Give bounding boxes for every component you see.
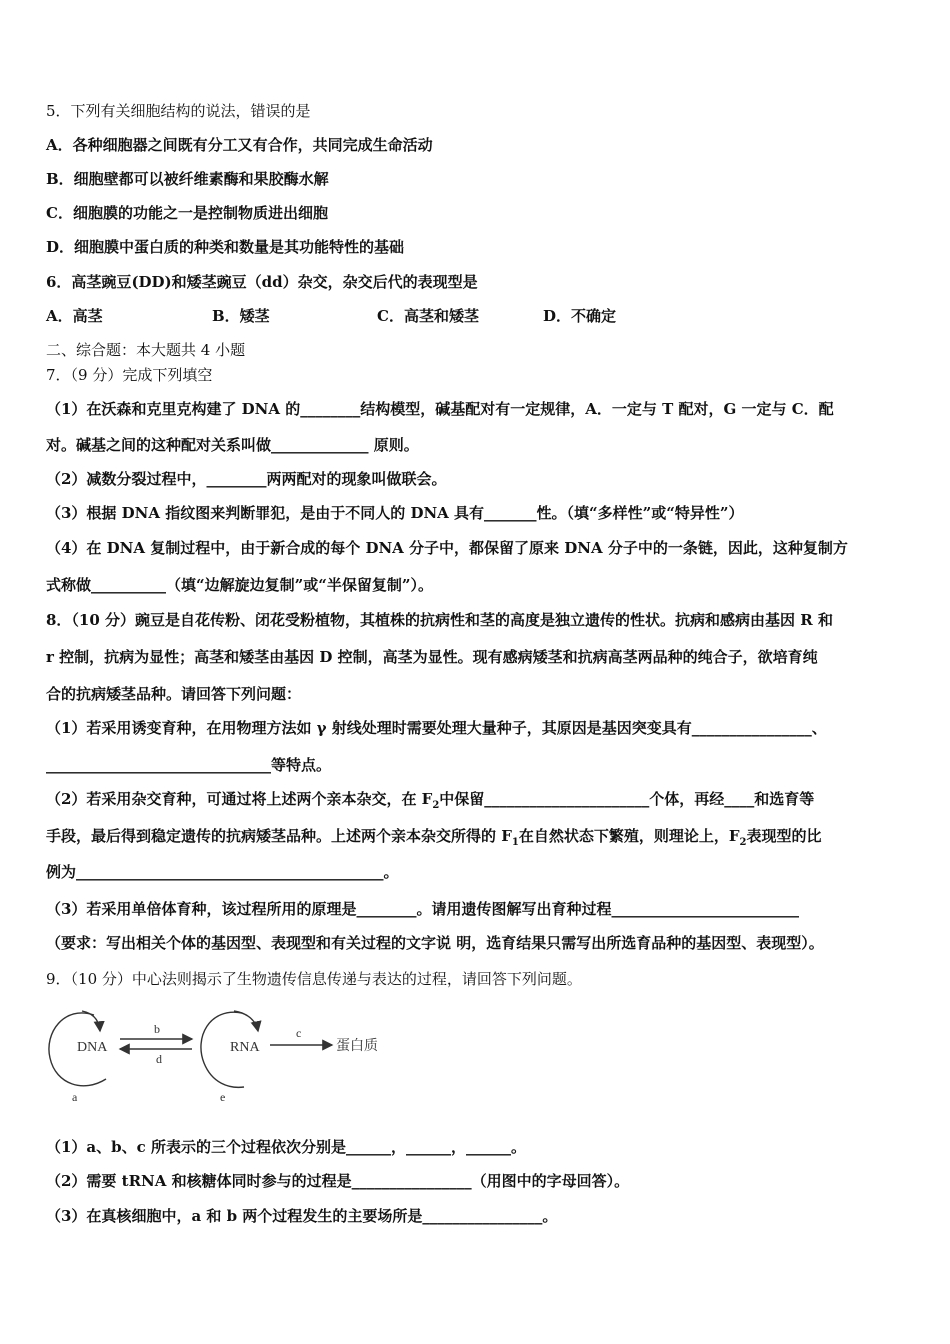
q8-line-8: 例为_________________________________________。 [46,863,399,881]
q7-stem: 7．（9 分）完成下列填空 [46,366,213,384]
q8-subscript-2b: 2 [739,837,747,848]
q6-option-a: A．高茎 [46,307,103,325]
q6-option-b: B．矮茎 [212,307,270,325]
q6-stem: 6．高茎豌豆(DD)和矮茎豌豆（dd）杂交，杂交后代的表现型是 [46,273,478,291]
q8-subscript-1: 1 [511,837,519,848]
q8-line-9: （3）若采用单倍体育种，该过程所用的原理是________。请用遗传图解写出育种过程_________________________ [46,900,799,918]
q7-line-6: 式称做__________（填“边解旋边复制”或“半保留复制”）。 [46,576,434,594]
label-a: a [72,1090,78,1103]
q8-line-5: ______________________________等特点。 [46,756,332,774]
central-dogma-diagram [44,1003,404,1103]
q8-line-7-part-e: 表现型的比 [746,827,822,845]
label-e: e [220,1090,226,1103]
q5-stem: 5．下列有关细胞结构的说法，错误的是 [46,102,311,120]
loop-a-arrow [82,1011,100,1031]
q7-line-4: （3）根据 DNA 指纹图来判断罪犯，是由于不同人的 DNA 具有_______性。（填“多样性”或“特异性”） [46,504,744,522]
loop-e-arrow [234,1011,258,1031]
q5-option-a: A．各种细胞器之间既有分工又有合作，共同完成生命活动 [46,136,433,154]
q8-line-6-part-c: 中保留______________________个体，再经____和选育等 [439,790,815,808]
section-heading: 二、综合题：本大题共 4 小题 [46,341,246,359]
q7-line-3: （2）减数分裂过程中，________两两配对的现象叫做联会。 [46,470,447,488]
q6-option-d: D．不确定 [543,307,617,325]
q5-option-d: D．细胞膜中蛋白质的种类和数量是其功能特性的基础 [46,238,405,256]
q8-line-1: 8．（10 分）豌豆是自花传粉、闭花受粉植物，其植株的抗病性和茎的高度是独立遗传的性状。抗病和感病由基因 R 和 [46,611,833,629]
q7-line-1: （1）在沃森和克里克构建了 DNA 的________结构模型，碱基配对有一定规律，A．一定与 T 配对，G 一定与 C．配 [46,400,834,418]
q8-line-4: （1）若采用诱变育种，在用物理方法如 γ 射线处理时需要处理大量种子，其原因是基因突变具有________________、 [46,719,827,737]
q9-line-3: （3）在真核细胞中，a 和 b 两个过程发生的主要场所是________________。 [46,1207,558,1225]
q7-line-5: （4）在 DNA 复制过程中，由于新合成的每个 DNA 分子中，都保留了原来 DNA 分子中的一条链，因此，这种复制方 [46,539,848,557]
label-d: d [156,1052,162,1066]
q8-subscript-2: 2 [432,800,440,811]
q8-line-2: r 控制，抗病为显性；高茎和矮茎由基因 D 控制，高茎为显性。现有感病矮茎和抗病高茎两品种的纯合子，欲培育纯 [46,648,818,666]
label-c: c [296,1026,302,1040]
q9-line-1: （1）a、b、c 所表示的三个过程依次分别是______，______，______。 [46,1138,527,1156]
node-rna: RNA [230,1040,260,1055]
q8-line-10: （要求：写出相关个体的基因型、表现型和有关过程的文字说 明，选育结果只需写出所选育品种的基因型、表现型）。 [46,934,824,952]
node-protein: 蛋白质 [336,1038,378,1054]
q8-line-6-part-a: （2）若采用杂交育种，可通过将上述两个亲本杂交，在 F [46,790,433,808]
node-dna: DNA [77,1040,108,1055]
q9-line-2: （2）需要 tRNA 和核糖体同时参与的过程是________________（用图中的字母回答）。 [46,1172,630,1190]
q8-line-6 [46,789,814,816]
q9-stem: 9．（10 分）中心法则揭示了生物遗传信息传递与表达的过程，请回答下列问题。 [46,970,582,988]
q7-line-2: 对。碱基之间的这种配对关系叫做_____________ 原则。 [46,436,419,454]
q8-line-7-part-a: 手段，最后得到稳定遗传的抗病矮茎品种。上述两个亲本杂交所得的 F [46,827,512,845]
q6-option-c: C．高茎和矮茎 [377,307,479,325]
q8-line-7 [46,826,821,853]
q8-line-7-part-c: 在自然状态下繁殖，则理论上，F [518,827,740,845]
label-b: b [154,1022,160,1036]
q5-option-b: B．细胞壁都可以被纤维素酶和果胶酶水解 [46,170,329,188]
q5-option-c: C．细胞膜的功能之一是控制物质进出细胞 [46,204,328,222]
q8-line-3: 合的抗病矮茎品种。请回答下列问题： [46,685,302,703]
